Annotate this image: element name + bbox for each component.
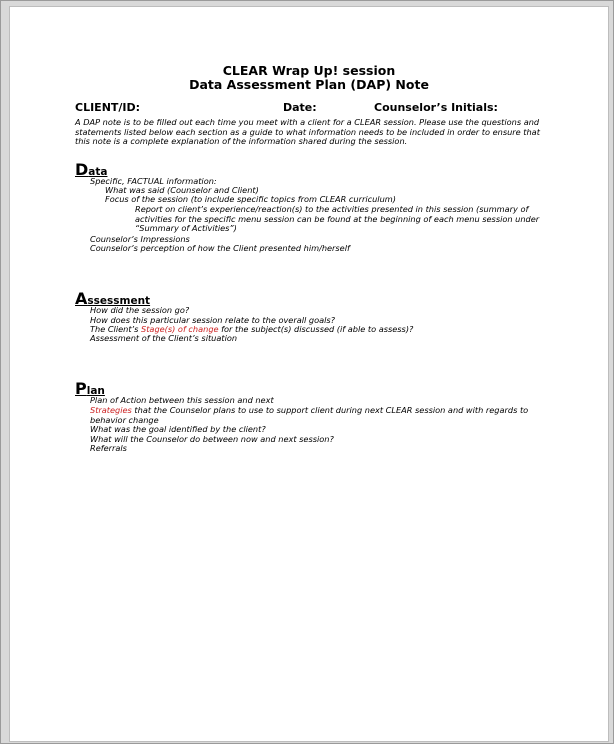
document-page bbox=[9, 6, 609, 742]
stage-suffix: for the subject(s) discussed (if able to assess)? bbox=[218, 324, 414, 334]
stage-of-change-link: Stage(s) of change bbox=[141, 324, 219, 334]
client-id-label: CLIENT/ID: bbox=[75, 101, 141, 114]
data-item-specific: Specific, FACTUAL information: bbox=[90, 176, 217, 186]
data-item-what-said: What was said (Counselor and Client) bbox=[105, 185, 259, 195]
assessment-item-relate: How does this particular session relate to the overall goals? bbox=[90, 315, 335, 325]
data-item-report: Report on client’s experience/reaction(s) to the activities presented in this session (summary of activities for the specific menu session can be found at the beginning of each menu session under “Summary of Activities”) bbox=[135, 204, 540, 234]
plan-item-action: Plan of Action between this session and next bbox=[90, 395, 274, 405]
assessment-heading-initial: A bbox=[75, 289, 88, 308]
plan-item-counselor-do: What will the Counselor do between now and next session? bbox=[90, 434, 334, 444]
strategies-link: Strategies bbox=[90, 405, 132, 415]
intro-paragraph: A DAP note is to be filled out each time you meet with a client for a CLEAR session. Please use the questions and statements listed below each section as a guide to what information needs to be included in order to ensure that this note is a complete explanation of the information shared during the session. bbox=[75, 117, 540, 147]
plan-item-strategies bbox=[90, 406, 555, 425]
counselor-initials-label: Counselor’s Initials: bbox=[374, 101, 498, 114]
title-line-2: Data Assessment Plan (DAP) Note bbox=[189, 77, 429, 92]
plan-item-referrals: Referrals bbox=[90, 443, 127, 453]
date-label: Date: bbox=[283, 101, 317, 114]
stage-prefix: The Client’s bbox=[90, 324, 142, 334]
data-item-impressions: Counselor’s Impressions bbox=[90, 234, 190, 244]
data-item-focus: Focus of the session (to include specific topics from CLEAR curriculum) bbox=[105, 194, 396, 204]
plan-item-goal: What was the goal identified by the client? bbox=[90, 424, 266, 434]
data-heading-initial: D bbox=[75, 160, 89, 179]
assessment-item-situation: Assessment of the Client’s situation bbox=[90, 333, 238, 343]
assessment-item-how-go: How did the session go? bbox=[90, 305, 190, 315]
plan-heading-initial: P bbox=[75, 379, 87, 398]
data-heading-rest: ata bbox=[88, 166, 108, 178]
title-line-1: CLEAR Wrap Up! session bbox=[222, 63, 396, 78]
plan-heading-rest: lan bbox=[86, 385, 105, 397]
data-item-perception: Counselor’s perception of how the Client presented him/herself bbox=[90, 243, 350, 253]
strategies-text: that the Counselor plans to use to support client during next CLEAR session and with regards to behavior change bbox=[90, 405, 529, 425]
assessment-heading-rest: ssessment bbox=[87, 295, 151, 307]
